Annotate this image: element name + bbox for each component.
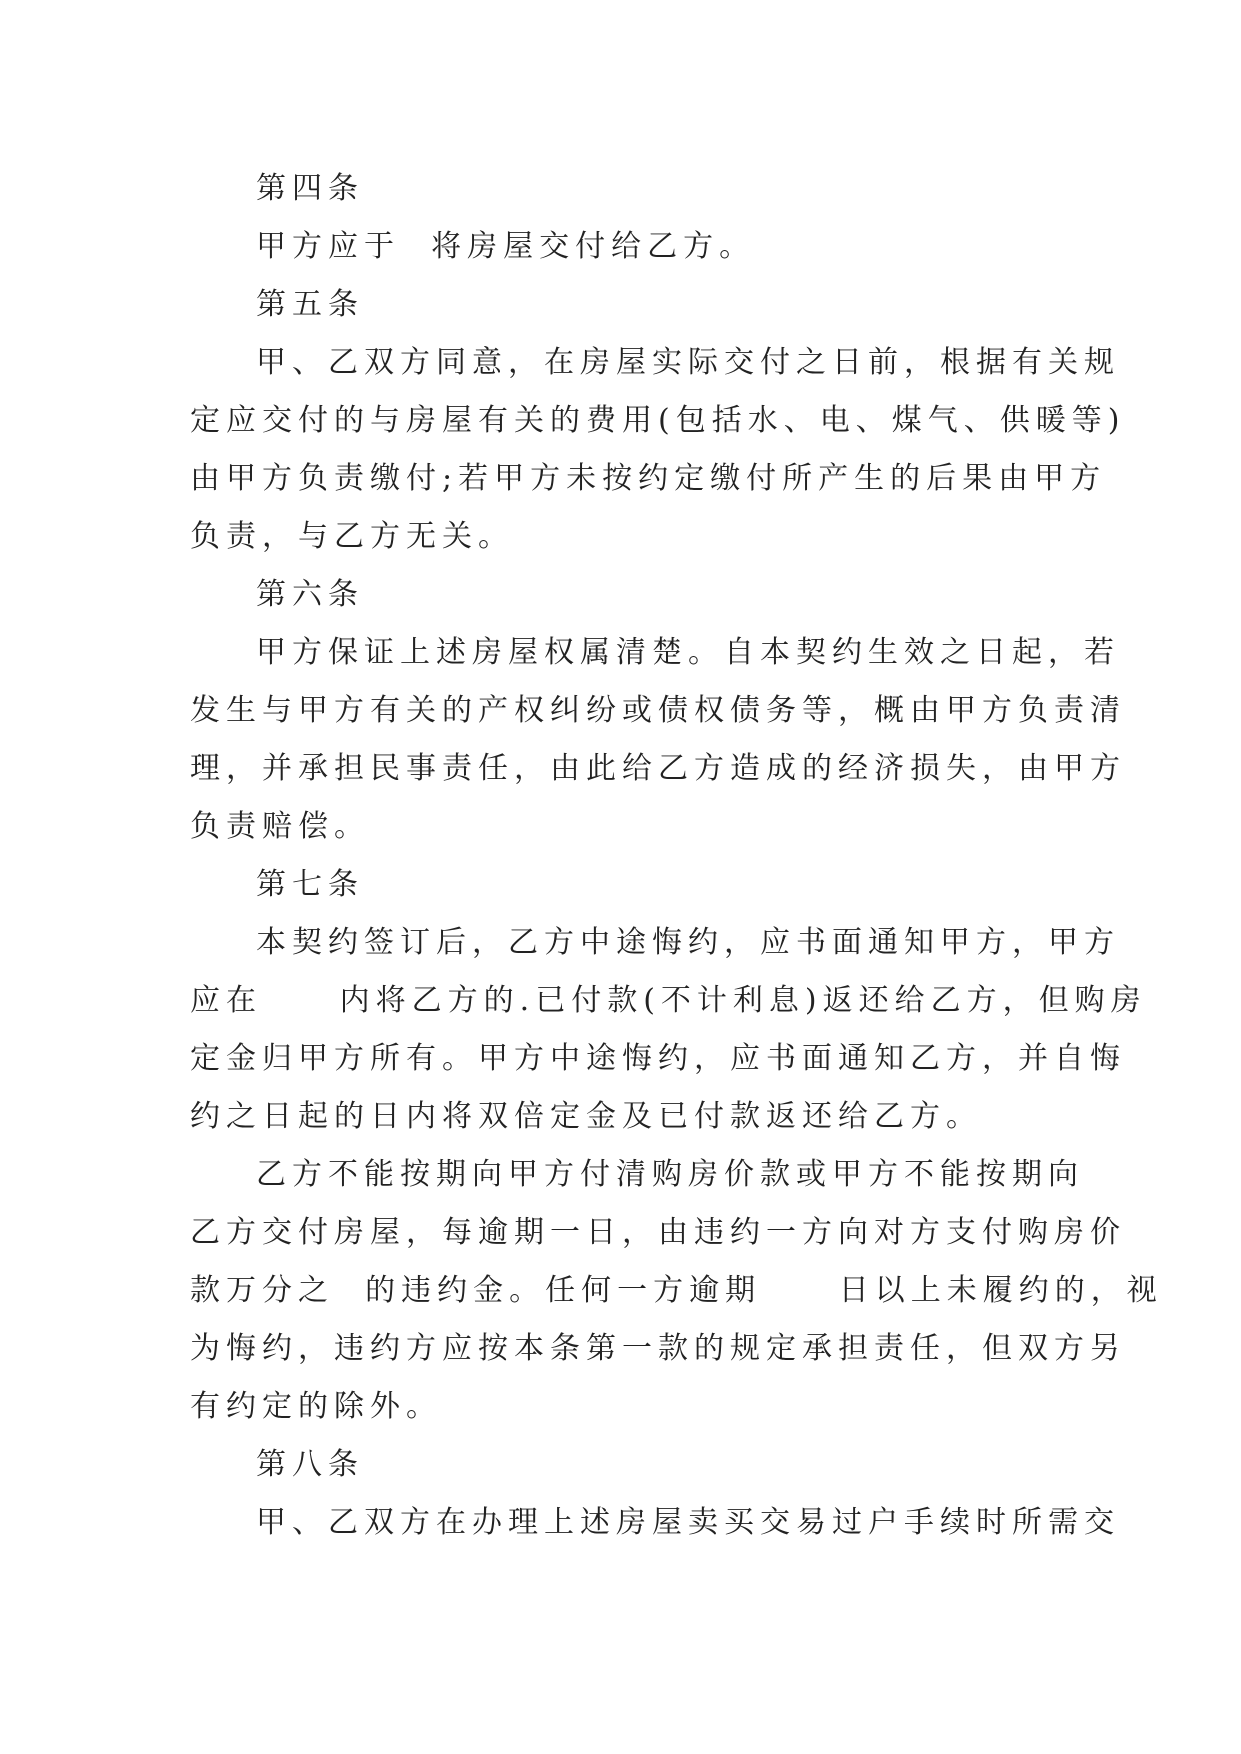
paragraph-line: 为悔约，违约方应按本条第一款的规定承担责任，但双方另 [190,1331,1126,1366]
paragraph-line: 负责赔偿。 [190,809,370,844]
article-heading-5: 第五条 [256,287,364,322]
paragraph-line: 应在 内将乙方的.已付款(不计利息)返还给乙方，但购房 [190,983,1147,1018]
paragraph-line: 约之日起的日内将双倍定金及已付款返还给乙方。 [190,1099,982,1134]
paragraph-line: 款万分之 的违约金。任何一方逾期 日以上未履约的，视 [190,1273,1163,1308]
paragraph-line: 有约定的除外。 [190,1389,442,1424]
article-heading-6: 第六条 [256,577,364,612]
contract-text [190,160,1163,1552]
paragraph-line: 乙方不能按期向甲方付清购房价款或甲方不能按期向 [256,1157,1084,1192]
paragraph-line: 乙方交付房屋，每逾期一日，由违约一方向对方支付购房价 [190,1215,1126,1250]
paragraph-line: 甲方保证上述房屋权属清楚。自本契约生效之日起，若 [256,635,1120,670]
paragraph-line: 本契约签订后，乙方中途悔约，应书面通知甲方，甲方 [256,925,1120,960]
paragraph-line: 甲、乙双方同意，在房屋实际交付之日前，根据有关规 [256,345,1120,380]
paragraph-line: 由甲方负责缴付;若甲方未按约定缴付所产生的后果由甲方 [190,461,1107,496]
paragraph-line: 理，并承担民事责任，由此给乙方造成的经济损失，由甲方 [190,751,1126,786]
article-heading-4: 第四条 [256,171,364,206]
paragraph-line: 甲、乙双方在办理上述房屋卖买交易过户手续时所需交 [256,1505,1120,1540]
paragraph-line: 负责，与乙方无关。 [190,519,514,554]
article-heading-8: 第八条 [256,1447,364,1482]
paragraph-line: 定应交付的与房屋有关的费用(包括水、电、煤气、供暖等) [190,403,1126,438]
article-heading-7: 第七条 [256,867,364,902]
paragraph-line: 甲方应于 将房屋交付给乙方。 [256,229,756,264]
paragraph-line: 发生与甲方有关的产权纠纷或债权债务等，概由甲方负责清 [190,693,1126,728]
paragraph-line: 定金归甲方所有。甲方中途悔约，应书面通知乙方，并自悔 [190,1041,1126,1076]
